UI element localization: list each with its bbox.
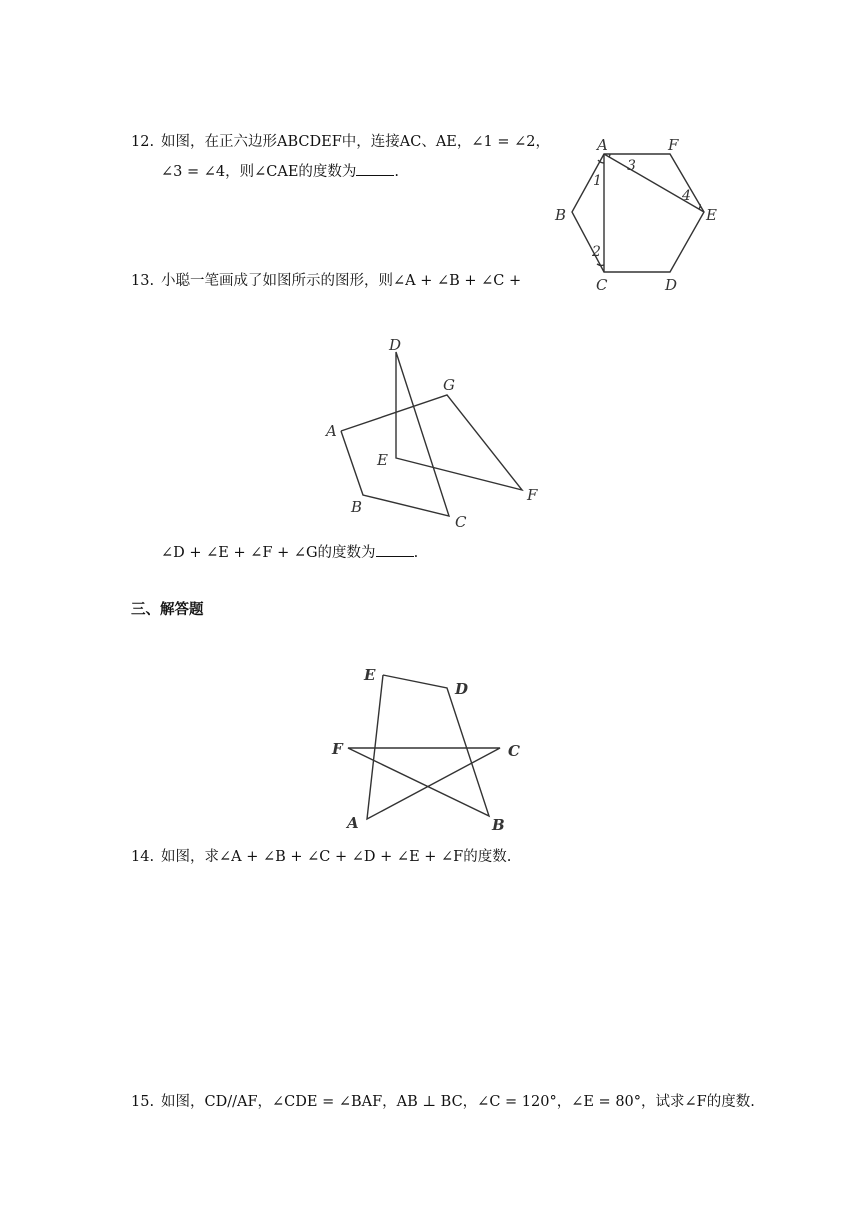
label-e: E <box>377 451 388 469</box>
label-b: B <box>351 498 363 516</box>
q14-figure <box>325 660 525 835</box>
label-g: G <box>443 376 455 394</box>
q12-text-line1: 如图，在正六边形ABCDEF中，连接AC、AE，∠1 = ∠2， <box>161 134 550 150</box>
label-d: D <box>665 276 678 294</box>
label-a: A <box>347 814 359 832</box>
q13-period: . <box>413 545 419 561</box>
q15-number: 15. <box>131 1094 155 1110</box>
q13-text-line1: 小聪一笔画成了如图所示的图形，则∠A + ∠B + ∠C + <box>161 273 522 289</box>
q12-text-line2: ∠3 = ∠4，则∠CAE的度数为 <box>161 164 357 180</box>
q14-number: 14. <box>131 849 155 865</box>
label-b: B <box>492 816 505 834</box>
label-angle-1: 1 <box>593 173 602 189</box>
label-f: F <box>668 136 679 154</box>
label-c: C <box>596 276 608 294</box>
q14-line <box>131 848 511 866</box>
label-d: D <box>389 336 402 354</box>
q15-text: 如图，CD//AF，∠CDE = ∠BAF，AB ⊥ BC，∠C = 120°，∠E = 80°，试求∠F的度数. <box>161 1094 755 1110</box>
label-angle-2: 2 <box>592 244 601 260</box>
q12-answer-blank <box>356 162 394 176</box>
q13-line1 <box>131 272 521 290</box>
label-c: C <box>508 742 520 760</box>
q13-line2 <box>161 543 418 562</box>
label-f: F <box>527 486 538 504</box>
q14-polyline <box>348 675 500 819</box>
label-e: E <box>706 206 717 224</box>
label-angle-4: 4 <box>682 188 691 204</box>
q12-hexagon-figure <box>548 128 728 298</box>
q13-polyline <box>341 352 522 516</box>
label-d: D <box>455 680 469 698</box>
q12-line2 <box>161 162 399 181</box>
q13-answer-blank <box>376 543 414 557</box>
label-c: C <box>455 513 467 531</box>
label-e: E <box>364 666 376 684</box>
q12-number: 12. <box>131 134 155 150</box>
q13-text-line2: ∠D + ∠E + ∠F + ∠G的度数为 <box>161 545 376 561</box>
q12-period: . <box>394 164 400 180</box>
q13-number: 13. <box>131 273 155 289</box>
q12-line1 <box>131 133 550 151</box>
label-f: F <box>332 740 343 758</box>
label-a: A <box>326 422 337 440</box>
label-b: B <box>555 206 567 224</box>
q13-figure <box>320 330 550 535</box>
q14-text: 如图，求∠A + ∠B + ∠C + ∠D + ∠E + ∠F的度数. <box>161 849 512 865</box>
label-a: A <box>597 136 608 154</box>
section-title: 三、解答题 <box>131 602 204 618</box>
label-angle-3: 3 <box>627 158 636 174</box>
q15-line <box>131 1093 755 1111</box>
